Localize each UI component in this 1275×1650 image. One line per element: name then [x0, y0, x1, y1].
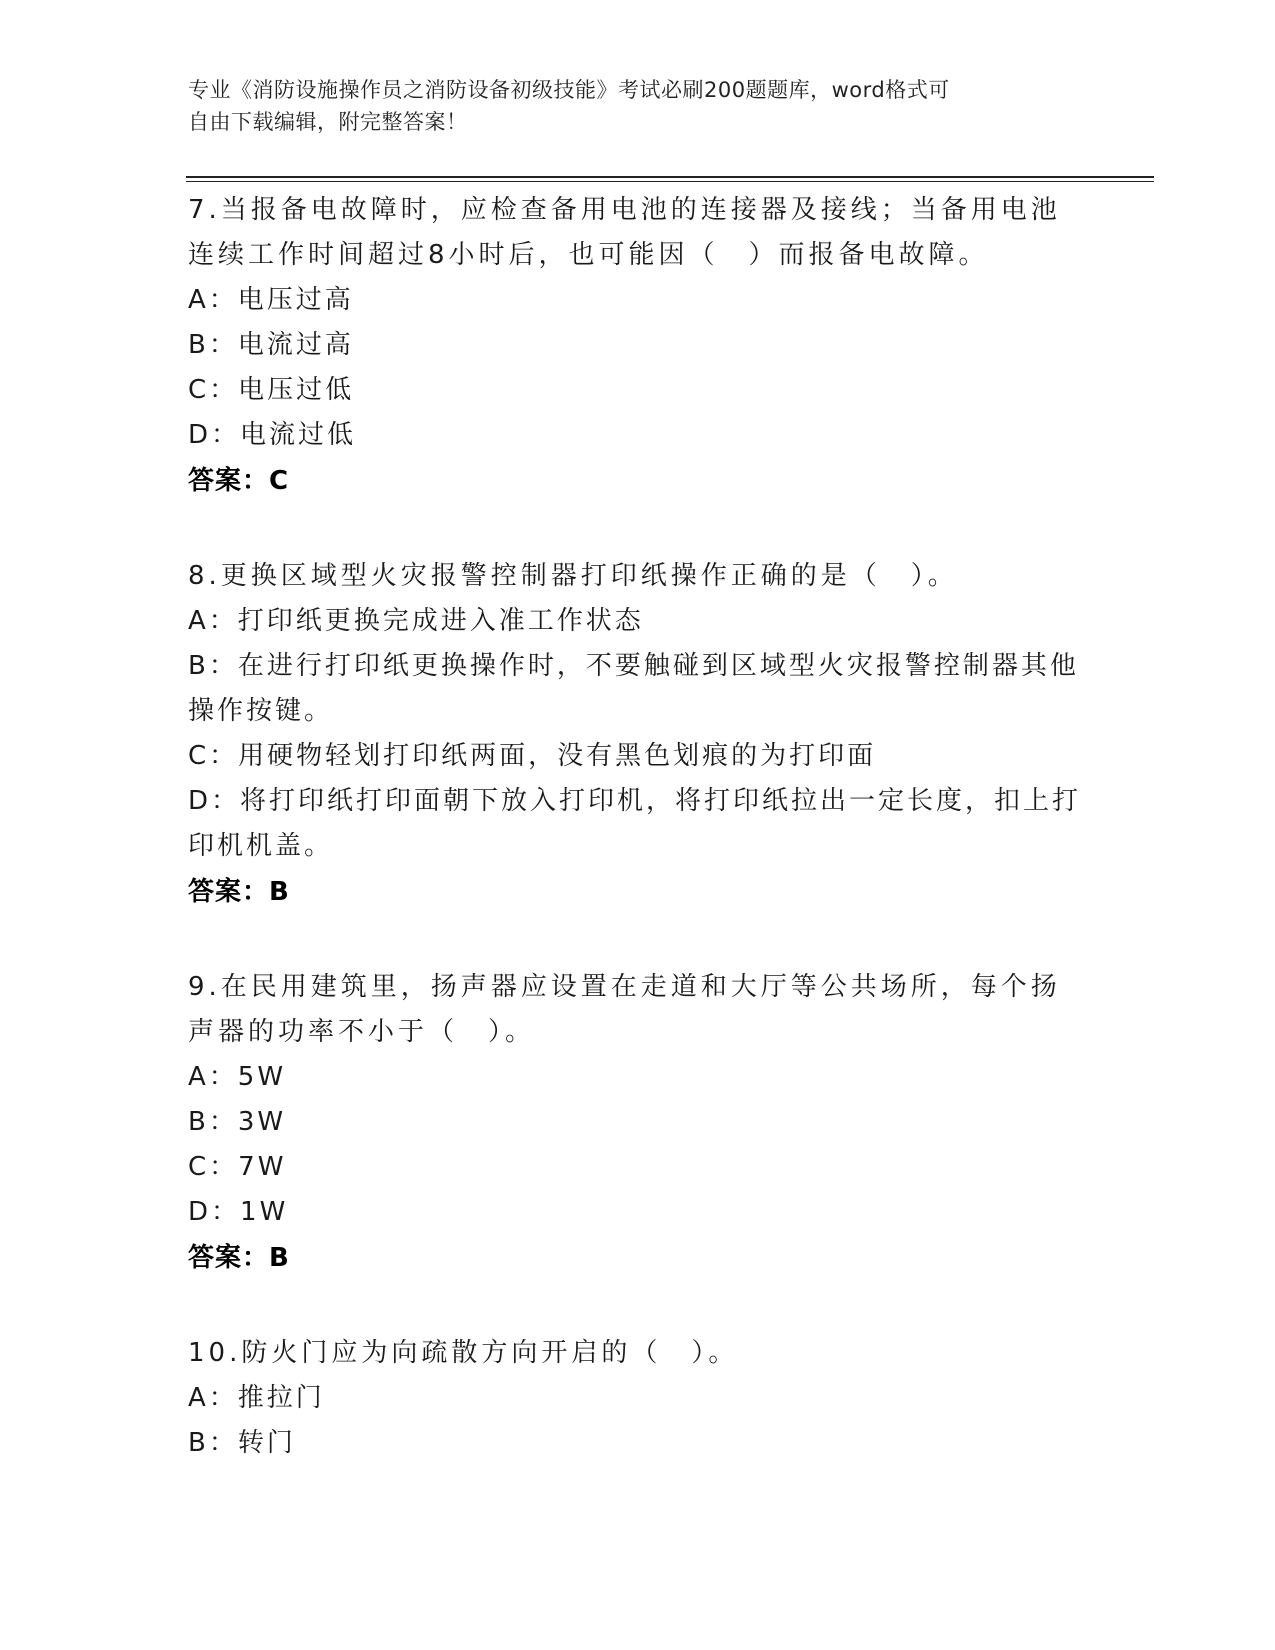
question-list — [188, 188, 1088, 1516]
option-b: B：在进行打印纸更换操作时，不要触碰到区域型火灾报警控制器其他操作按键。 — [188, 651, 1079, 726]
question-text: 10.防火门应为向疏散方向开启的（ ）。 — [188, 1338, 739, 1368]
option-a: A：5W — [188, 1062, 287, 1092]
option-b: B：3W — [188, 1107, 287, 1137]
option-d: D：将打印纸打印面朝下放入打印机，将打印纸拉出一定长度，扣上打印机机盖。 — [188, 786, 1082, 861]
header-line-1: 专业《消防设施操作员之消防设备初级技能》考试必刷200题题库，word格式可 — [188, 78, 950, 102]
option-c: C：用硬物轻划打印纸两面，没有黑色划痕的为打印面 — [188, 741, 877, 771]
document-header — [188, 74, 1068, 138]
option-a: A：打印纸更换完成进入准工作状态 — [188, 606, 644, 636]
question-text: 7.当报备电故障时，应检查备用电池的连接器及接线；当备用电池连续工作时间超过8小时后，也可能因（ ）而报备电故障。 — [188, 195, 1061, 270]
question-10 — [188, 1331, 1088, 1466]
answer: 答案：B — [188, 1243, 290, 1273]
header-line-2: 自由下载编辑，附完整答案！ — [188, 110, 468, 134]
question-text: 9.在民用建筑里，扬声器应设置在走道和大厅等公共场所，每个扬声器的功率不小于（ ）。 — [188, 972, 1061, 1047]
option-b: B：电流过高 — [188, 330, 354, 360]
question-7 — [188, 188, 1088, 504]
question-9 — [188, 965, 1088, 1281]
option-c: C：电压过低 — [188, 375, 355, 405]
option-b: B：转门 — [188, 1428, 296, 1458]
header-divider-thick — [186, 176, 1154, 178]
question-text: 8.更换区域型火灾报警控制器打印纸操作正确的是（ ）。 — [188, 561, 958, 591]
option-d: D：1W — [188, 1197, 289, 1227]
answer: 答案：C — [188, 466, 290, 496]
option-c: C：7W — [188, 1152, 287, 1182]
option-d: D：电流过低 — [188, 420, 357, 450]
answer: 答案：B — [188, 877, 290, 907]
header-divider-thin — [186, 181, 1154, 182]
option-a: A：电压过高 — [188, 285, 354, 315]
question-8 — [188, 554, 1088, 915]
option-a: A：推拉门 — [188, 1383, 325, 1413]
